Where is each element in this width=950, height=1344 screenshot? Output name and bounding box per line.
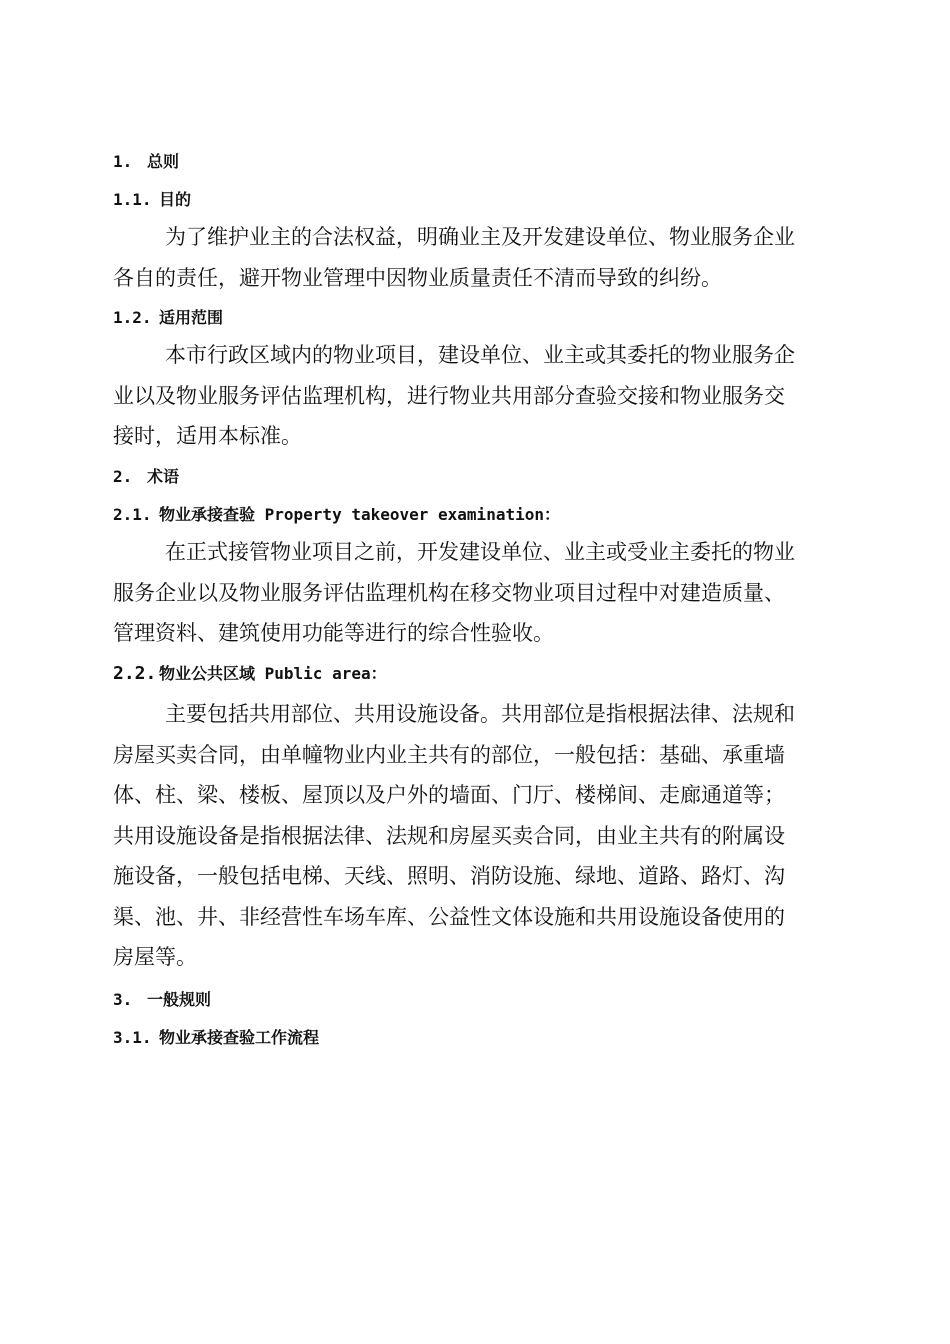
paragraph-line: 房屋等。 [113,945,197,969]
heading-2-1 [113,505,560,525]
section-number: 2.2. [113,663,157,684]
paragraph-line: 体、柱、梁、楼板、屋顶以及户外的墙面、门厅、楼梯间、走廊通道等； [113,783,785,807]
section-number: 2. [113,467,133,486]
paragraph-line: 施设备，一般包括电梯、天线、照明、消防设施、绿地、道路、路灯、沟 [113,864,785,888]
paragraph-line: 为了维护业主的合法权益，明确业主及开发建设单位、物业服务企业 [165,225,795,249]
paragraph-line: 业以及物业服务评估监理机构，进行物业共用部分查验交接和物业服务交 [113,383,785,408]
paragraph-line: 各自的责任，避开物业管理中因物业质量责任不清而导致的纠纷。 [113,265,722,290]
section-title: 物业承接查验 Property takeover examination： [159,505,560,524]
paragraph-line: 本市行政区域内的物业项目，建设单位、业主或其委托的物业服务企 [165,343,795,367]
section-number: 1.1. [113,190,152,209]
heading-1-1 [113,190,191,210]
section-number: 1.2. [113,308,152,327]
heading-3-1 [113,1028,319,1048]
paragraph-line: 管理资料、建筑使用功能等进行的综合性验收。 [113,621,554,645]
section-title: 一般规则 [147,990,212,1009]
paragraph-line: 渠、池、井、非经营性车场车库、公益性文体设施和共用设施设备使用的 [113,904,785,929]
paragraph-scope [113,335,853,457]
section-title: 适用范围 [159,308,224,327]
section-title: 总则 [147,152,180,171]
paragraph-line: 共用设施设备是指根据法律、法规和房屋买卖合同，由业主共有的附属设 [113,823,785,848]
paragraph-line: 房屋买卖合同，由单幢物业内业主共有的部位，一般包括：基础、承重墙 [113,742,785,767]
paragraph-line: 在正式接管物业项目之前，开发建设单位、业主或受业主委托的物业 [165,540,795,564]
section-title: 物业承接查验工作流程 [159,1028,320,1047]
section-number: 3.1. [113,1028,152,1047]
paragraph-public-area-definition [113,694,853,978]
section-title: 物业公共区域 Public area： [159,664,387,683]
section-title: 术语 [147,467,180,486]
paragraph-purpose [113,217,853,298]
section-number: 1. [113,152,133,171]
heading-1-2 [113,308,223,328]
section-number: 3. [113,990,133,1009]
section-title: 目的 [159,190,192,209]
section-number: 2.1. [113,505,152,524]
paragraph-line: 接时，适用本标准。 [113,424,302,448]
heading-1 [113,152,179,172]
paragraph-line: 服务企业以及物业服务评估监理机构在移交物业项目过程中对建造质量、 [113,580,785,605]
heading-2-2 [113,664,387,684]
paragraph-takeover-definition [113,532,853,654]
heading-3 [113,990,211,1010]
paragraph-line: 主要包括共用部位、共用设施设备。共用部位是指根据法律、法规和 [165,702,795,726]
heading-2 [113,467,179,487]
